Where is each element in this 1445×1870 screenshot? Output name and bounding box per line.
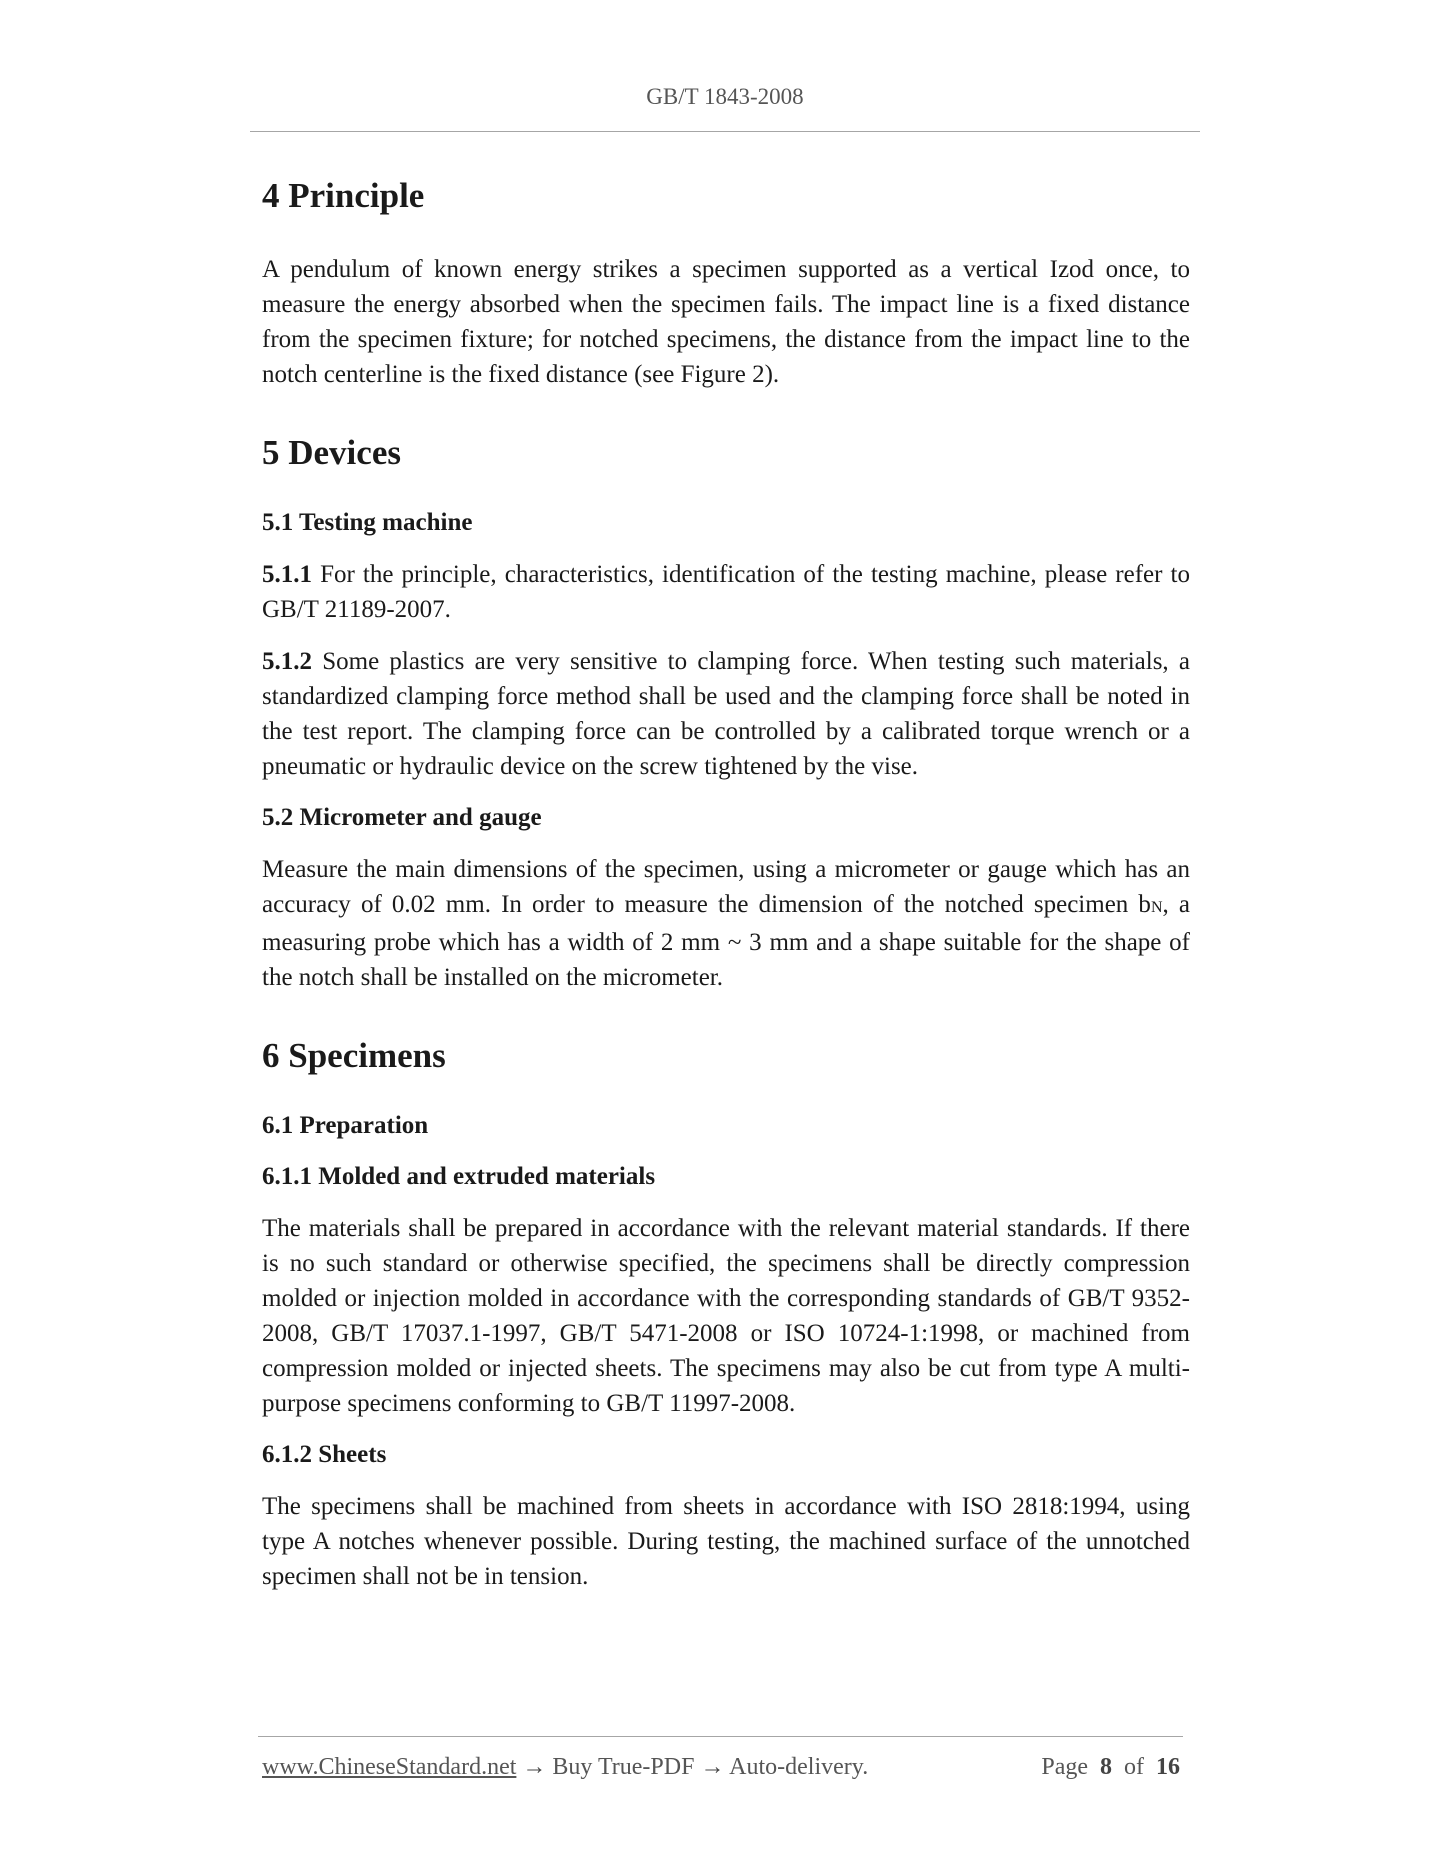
- section-6-1-2-heading: 6.1.2 Sheets: [262, 1441, 387, 1468]
- section-5-heading: 5 Devices: [262, 433, 401, 472]
- section-4-heading: 4 Principle: [262, 176, 425, 215]
- section-6-heading: 6 Specimens: [262, 1036, 446, 1075]
- arrow-right-icon: →: [700, 1754, 725, 1780]
- total-page-count: 16: [1156, 1754, 1180, 1780]
- document-body: [262, 172, 1190, 1594]
- section-6-1-1-paragraph: The materials shall be prepared in accordance with the relevant material standards. If there is no such standard or otherwise specified, the specimens shall be directly compression molded or injection molded in accordance with the corresponding standards of GB/T 9352-2008, GB/T 17037.1-1997, GB/T 5471-2008 or ISO 10724-1:1998, or machined from compression molded or injected sheets. The specimens may also be cut from type A multi-purpose specimens conforming to GB/T 11997-2008.: [262, 1215, 1190, 1417]
- auto-delivery-text: Auto-delivery.: [729, 1754, 869, 1780]
- section-5-1-heading: 5.1 Testing machine: [262, 509, 473, 536]
- current-page-number: 8: [1100, 1754, 1112, 1780]
- section-4-paragraph: A pendulum of known energy strikes a specimen supported as a vertical Izod once, to measure the energy absorbed when the specimen fails. The impact line is a fixed distance from the specimen fixture; for notched specimens, the distance from the impact line to the notch centerline is the fixed distance (see Figure 2).: [262, 256, 1190, 388]
- header-divider: [250, 131, 1200, 132]
- arrow-right-icon: →: [522, 1754, 547, 1780]
- section-5-2-heading: 5.2 Micrometer and gauge: [262, 804, 542, 831]
- section-5-2-text-b: , a measuring probe which has a width of 2 mm ~ 3 mm and a shape suitable for the shape of the notch shall be installed on the micrometer.: [262, 891, 1190, 991]
- footer-divider: [258, 1736, 1183, 1737]
- page-indicator: [1041, 1754, 1180, 1781]
- of-label: of: [1124, 1754, 1144, 1780]
- page-header: GB/T 1843-2008: [646, 84, 804, 109]
- clause-5-1-2-number: 5.1.2: [262, 648, 312, 675]
- page-label: Page: [1041, 1754, 1088, 1780]
- footer-promo: [262, 1754, 868, 1781]
- clause-5-1-1-number: 5.1.1: [262, 561, 312, 588]
- buy-true-pdf-text: Buy True-PDF: [552, 1754, 695, 1780]
- website-link[interactable]: www.ChineseStandard.net: [262, 1754, 517, 1780]
- clause-5-1-1-text: For the principle, characteristics, identification of the testing machine, please refer to GB/T 21189-2007.: [262, 561, 1190, 623]
- clause-5-1-1: [262, 557, 1190, 627]
- section-6-1-heading: 6.1 Preparation: [262, 1112, 429, 1139]
- section-5-2-text-a: Measure the main dimensions of the specimen, using a micrometer or gauge which has an accuracy of 0.02 mm. In order to measure the dimension of the notched specimen b: [262, 856, 1190, 918]
- clause-5-1-2: [262, 644, 1190, 784]
- subscript-n: N: [1150, 899, 1163, 916]
- section-5-2-paragraph: [262, 852, 1190, 995]
- clause-5-1-2-text: Some plastics are very sensitive to clamping force. When testing such materials, a standardized clamping force method shall be used and the clamping force shall be noted in the test report. The clamping force can be controlled by a calibrated torque wrench or a pneumatic or hydraulic device on the screw tightened by the vise.: [262, 648, 1190, 780]
- section-6-1-1-heading: 6.1.1 Molded and extruded materials: [262, 1163, 656, 1190]
- section-6-1-2-paragraph: The specimens shall be machined from sheets in accordance with ISO 2818:1994, using type A notches whenever possible. During testing, the machined surface of the unnotched specimen shall not be in tension.: [262, 1493, 1190, 1590]
